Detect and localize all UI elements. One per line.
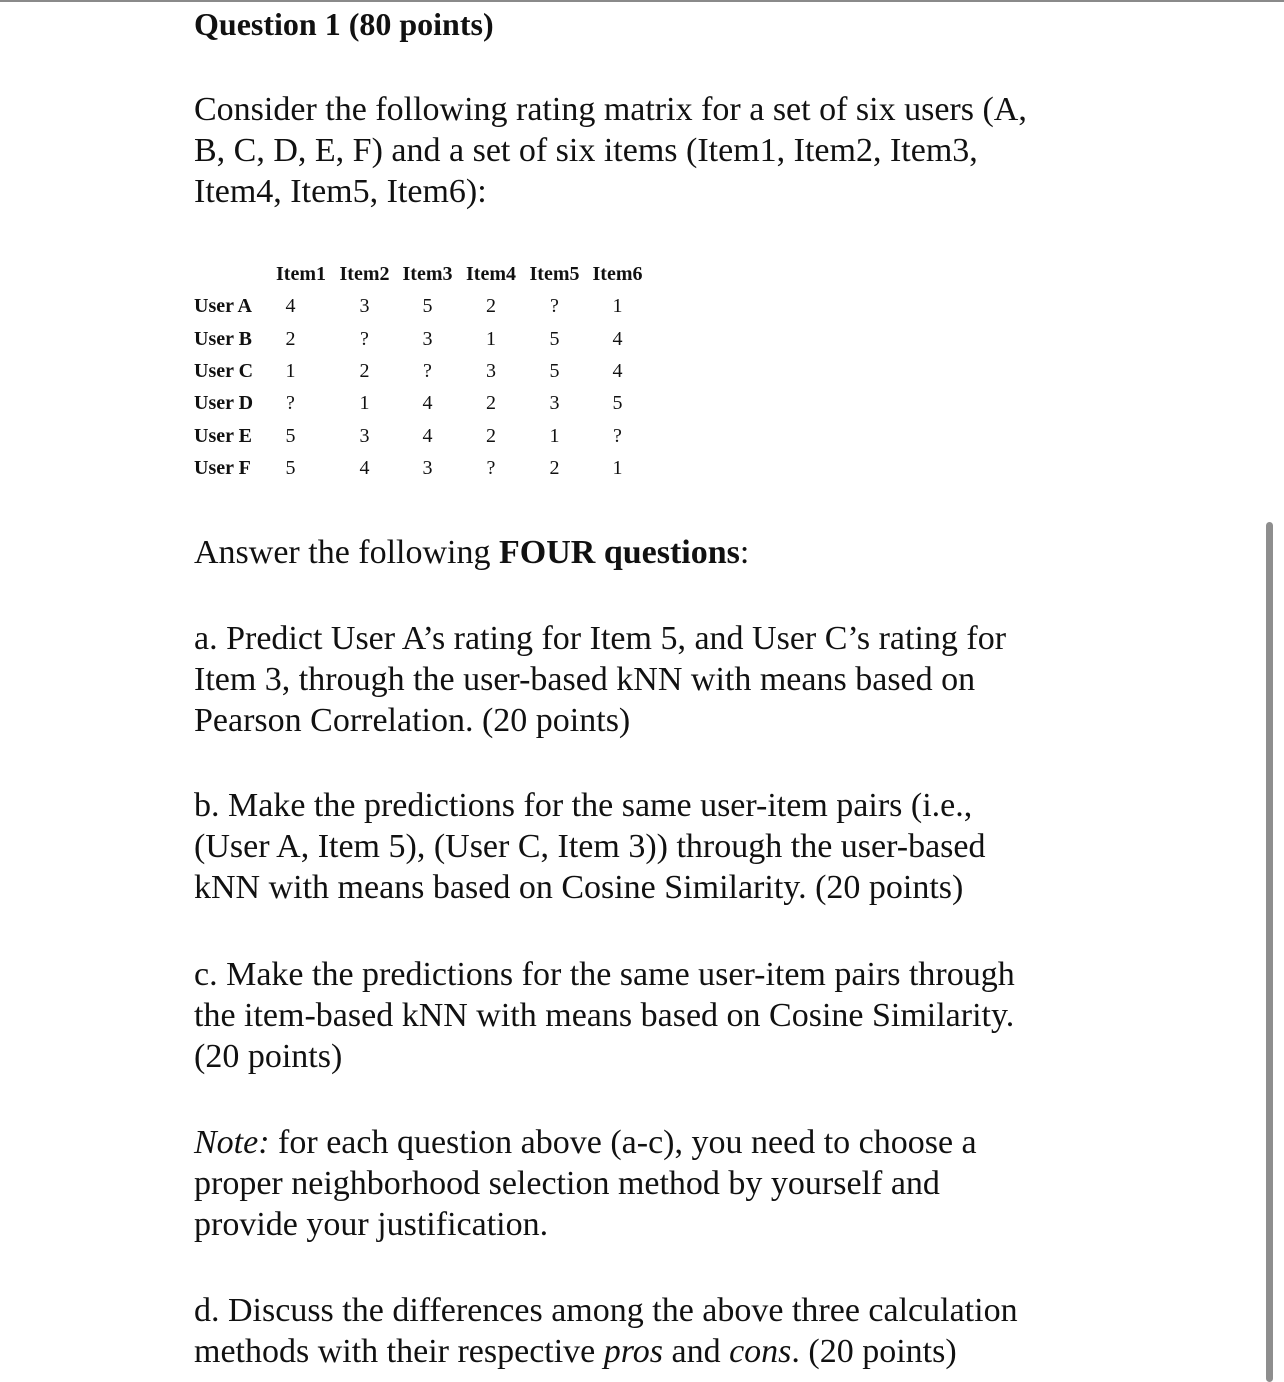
user-row [194,452,649,484]
user-row [194,420,649,452]
question-d-text: methods with their respective [194,1333,604,1370]
question-a-line: Pearson Correlation. (20 points) [194,702,631,739]
rating-matrix-header-row [194,258,649,290]
question-a [194,618,1074,741]
instruction-emphasis: FOUR questions [499,534,740,571]
rating-cell: 2 [359,359,370,382]
rating-cell: 2 [486,392,496,415]
question-d [194,1290,1074,1372]
scrollbar-thumb[interactable] [1266,522,1273,1382]
user-label: User E [194,424,252,447]
rating-cell: ? [486,457,496,480]
rating-cell: 2 [486,295,496,318]
question-c-line: the item-based kNN with means based on Cosine Similarity. [194,997,1015,1034]
user-label: User A [194,295,252,318]
rating-cell: 4 [422,424,433,447]
rating-cell: 1 [612,457,623,480]
question-b-line: b. Make the predictions for the same user-item pairs (i.e., [194,787,973,824]
pros-emphasis: pros [603,1333,663,1370]
rating-cell: 2 [486,424,496,447]
rating-cell: 1 [486,327,496,350]
question-a-line: Item 3, through the user-based kNN with means based on [194,661,976,698]
question-c-line: c. Make the predictions for the same user-item pairs through [194,956,1015,993]
note-line [194,1122,1074,1163]
question-b-line: kNN with means based on Cosine Similarity. (20 points) [194,869,964,906]
question-d-text: . (20 points) [791,1333,957,1370]
rating-cell: ? [286,392,295,415]
rating-cell: 4 [359,457,370,480]
top-divider [0,0,1284,2]
rating-cell: 5 [612,392,623,415]
rating-cell: 4 [612,359,623,382]
note-line: provide your justification. [194,1206,549,1243]
intro-line: Consider the following rating matrix for a set of six users (A, [194,91,1027,128]
rating-matrix-corner [194,258,269,290]
rating-cell: 5 [422,295,433,318]
item-column-header: Item3 [402,263,453,285]
rating-cell: 4 [422,392,433,415]
rating-cell: 5 [549,359,560,382]
instruction-prefix: Answer the following [194,534,500,571]
rating-cell: 5 [285,424,296,447]
question-d-line: d. Discuss the differences among the above three calculation [194,1292,1018,1329]
rating-cell: 1 [285,359,296,382]
user-row [194,290,649,322]
question-b-line: (User A, Item 5), (User C, Item 3)) through the user-based [194,828,986,865]
item-column-header: Item4 [466,263,516,285]
rating-cell: 1 [359,392,370,415]
rating-cell: 2 [549,457,560,480]
note-line: proper neighborhood selection method by yourself and [194,1165,940,1202]
item-column-header: Item2 [339,263,390,285]
rating-cell: ? [613,424,622,447]
rating-cell: 5 [285,457,296,480]
instruction-suffix: : [739,534,750,571]
rating-cell: 3 [422,457,433,480]
rating-cell: 4 [612,327,623,350]
instruction-line [194,532,1074,573]
user-label: User D [194,392,254,415]
user-label: User B [194,327,252,350]
rating-cell: ? [360,327,369,350]
question-d-text: and [662,1333,730,1370]
cons-emphasis: cons [729,1333,792,1370]
question-b [194,785,1074,908]
user-row [194,355,649,387]
rating-matrix [194,258,649,484]
rating-cell: 3 [549,392,560,415]
question-c [194,954,1074,1077]
rating-cell: ? [423,359,432,382]
rating-cell: 4 [285,295,296,318]
rating-cell: 1 [612,295,623,318]
intro-line: B, C, D, E, F) and a set of six items (Item1, Item2, Item3, [194,132,978,169]
rating-cell: 3 [486,359,496,382]
question-c-line: (20 points) [194,1038,343,1075]
note-text: for each question above (a-c), you need to choose a [269,1124,977,1161]
intro-paragraph [194,89,1074,212]
rating-cell: 2 [285,327,296,350]
instruction-paragraph [194,532,1074,573]
user-label: User C [194,359,254,382]
rating-cell: 5 [549,327,560,350]
note-paragraph [194,1122,1074,1245]
question-heading: Question 1 (80 points) [194,6,494,42]
item-column-header: Item1 [276,263,326,285]
user-row [194,322,649,354]
rating-cell: 3 [422,327,433,350]
rating-cell: 3 [359,295,370,318]
user-label: User F [194,457,251,480]
user-row [194,387,649,419]
rating-cell: 3 [359,424,370,447]
rating-cell: 1 [549,424,560,447]
rating-cell: ? [550,295,559,318]
item-column-header: Item5 [529,263,580,285]
question-d-line [194,1331,1074,1372]
question-a-line: a. Predict User A’s rating for Item 5, and User C’s rating for [194,620,1007,657]
item-column-header: Item6 [592,263,643,285]
note-label: Note: [194,1124,270,1161]
intro-line: Item4, Item5, Item6): [194,173,487,210]
